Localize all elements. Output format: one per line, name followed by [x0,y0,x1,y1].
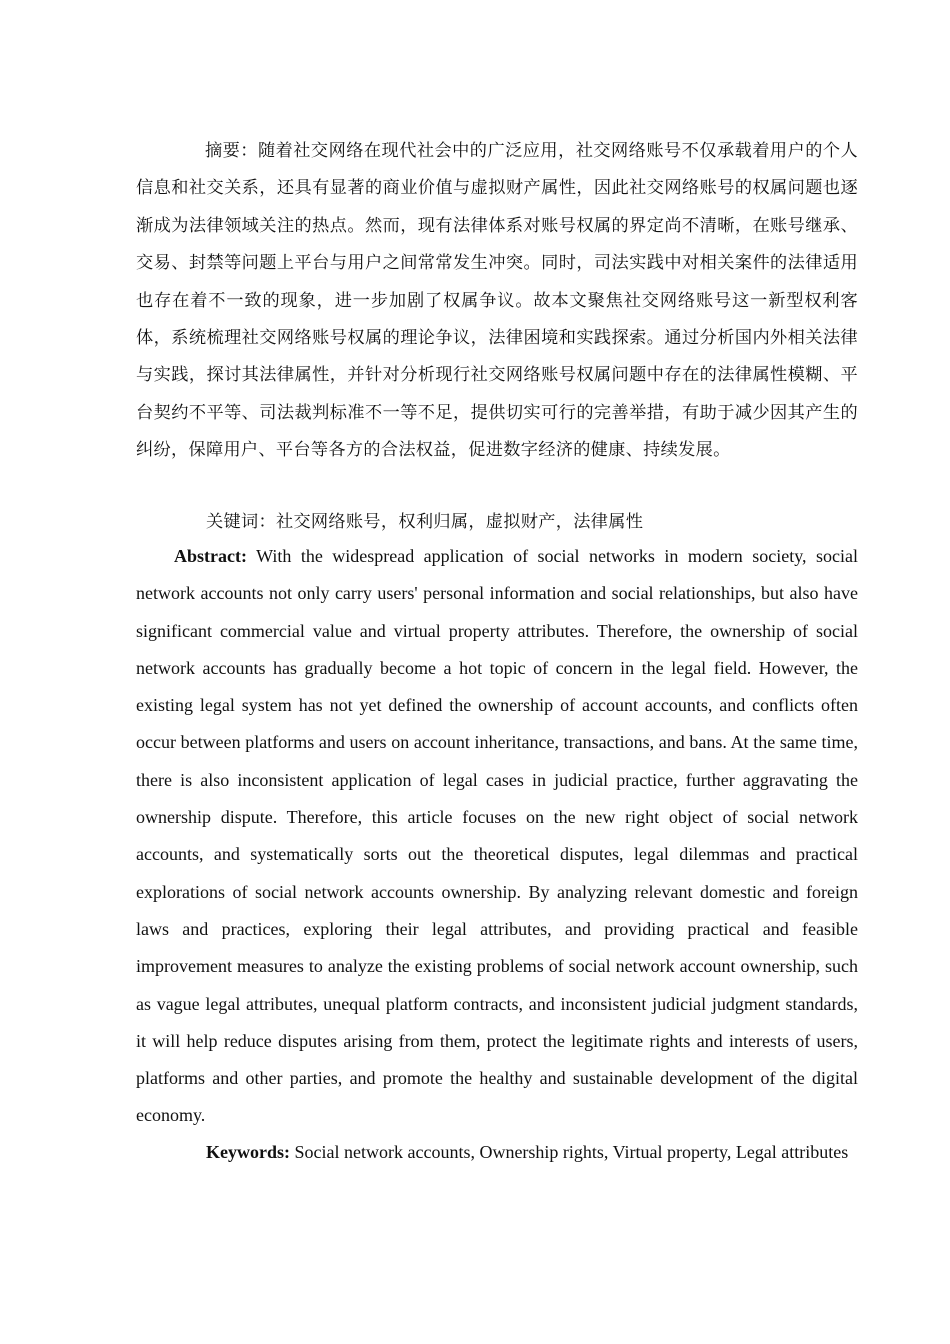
chinese-keywords-label: 关键词： [206,512,276,532]
chinese-keywords [206,505,866,539]
english-abstract [136,538,858,1135]
chinese-keywords-text: 社交网络账号，权利归属，虚拟财产，法律属性 [275,512,644,532]
english-abstract-label: Abstract: [174,546,247,566]
chinese-abstract-text: 随着社交网络在现代社会中的广泛应用，社交网络账号不仅承载着用户的个人信息和社交关系，还具有显著的商业价值与虚拟财产属性，因此社交网络账号的权属问题也逐渐成为法律领域关注的热点。然而，现有法律体系对账号权属的界定尚不清晰，在账号继承、交易、封禁等问题上平台与用户之间常常发生冲突。同时，司法实践中对相关案件的法律适用也存在着不一致的现象，进一步加剧了权属争议。故本文聚焦社交网络账号这一新型权利客体，系统梳理社交网络账号权属的理论争议，法律困境和实践探索。通过分析国内外相关法律与实践，探讨其法律属性，并针对分析现行社交网络账号权属问题中存在的法律属性模糊、平台契约不平等、司法裁判标准不一等不足，提供切实可行的完善举措，有助于减少因其产生的纠纷，保障用户、平台等各方的合法权益，促进数字经济的健康、持续发展。 [136,141,859,461]
chinese-abstract-label: 摘要： [205,141,258,161]
chinese-abstract [136,133,858,470]
english-keywords-text: Social network accounts, Ownership rights, Virtual property, Legal attributes [290,1142,849,1162]
english-keywords [136,1134,858,1171]
english-keywords-label: Keywords: [206,1142,290,1162]
english-abstract-text: With the widespread application of social networks in modern society, social network accounts not only carry users' personal information and social relationships, but also have significant commercial value and virtual property attributes. Therefore, the ownership of social network accounts has gradually become a hot topic of concern in the legal field. However, the existing legal system has not yet defined the ownership of account accounts, and conflicts often occur between platforms and users on account inheritance, transactions, and bans. At the same time, there is also inconsistent application of legal cases in judicial practice, further aggravating the ownership dispute. Therefore, this article focuses on the new right object of social network accounts, and systematically sorts out the theoretical disputes, legal dilemmas and practical explorations of social network accounts ownership. By analyzing relevant domestic and foreign laws and practices, exploring their legal attributes, and providing practical and feasible improvement measures to analyze the existing problems of social network account ownership, such as vague legal attributes, unequal platform contracts, and inconsistent judicial judgment standards, it will help reduce disputes arising from them, protect the legitimate rights and interests of users, platforms and other parties, and promote the healthy and sustainable development of the digital economy. [136,546,858,1126]
